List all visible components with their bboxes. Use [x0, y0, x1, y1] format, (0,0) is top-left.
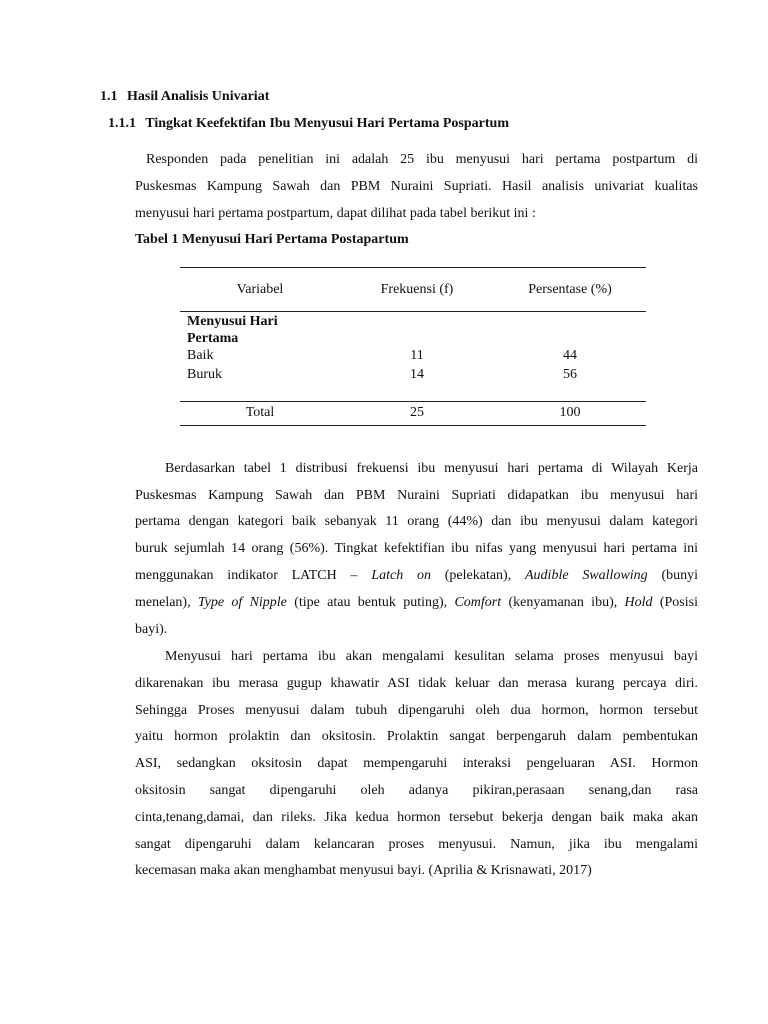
section-heading — [100, 89, 269, 105]
para2-line-6-b: (tipe atau bentuk puting), — [286, 595, 455, 610]
para2-line-1: Berdasarkan tabel 1 distribusi frekuensi ibu menyusui hari pertama di Wilayah Kerja — [165, 461, 698, 476]
group-label-line-2: Pertama — [187, 331, 239, 346]
para3-line-9: kecemasan maka akan menghambat menyusui bayi. (Aprilia & Krisnawati, 2017) — [135, 863, 592, 878]
header-persentase: Persentase (%) — [528, 282, 612, 297]
para3-line-6: oksitosin sangat dipengaruhi oleh adanya pikiran,perasaan senang,dan rasa — [135, 783, 698, 798]
para2-line-6-c: (kenyamanan ibu), — [501, 595, 625, 610]
para2-line-4: buruk sejumlah 14 orang (56%). Tingkat kefektifian ibu nifas yang menyusui hari pertama ini — [135, 541, 698, 556]
row-label-buruk: Buruk — [187, 367, 222, 382]
para2-line-2: Puskesmas Kampung Sawah dan PBM Nuraini Supriati didapatkan ibu menyusui hari — [135, 488, 698, 503]
table-header-rule — [180, 311, 646, 312]
para3-line-4: yaitu hormon prolaktin dan oksitosin. Prolaktin sangat berpengaruh dalam pembentukan — [135, 729, 698, 744]
subsection-title: Tingkat Keefektifan Ibu Menyusui Hari Pertama Pospartum — [145, 116, 509, 131]
para2-line-6 — [135, 595, 698, 611]
table-caption: Tabel 1 Menyusui Hari Pertama Postapartum — [135, 232, 409, 247]
total-label: Total — [245, 405, 275, 420]
intro-line-1: Responden pada penelitian ini adalah 25 ibu menyusui hari pertama postpartum di — [146, 152, 698, 167]
table-bottom-rule — [180, 425, 646, 426]
para3-line-3: Sehingga Proses menyusui dalam tubuh dipengaruhi oleh dua hormon, hormon tersebut — [135, 703, 698, 718]
para3-line-8: sangat dipengaruhi dalam kelancaran proses menyusui. Namun, jika ibu mengalami — [135, 837, 698, 852]
section-title: Hasil Analisis Univariat — [127, 89, 270, 104]
header-frekuensi: Frekuensi (f) — [380, 282, 454, 297]
para3-line-2: dikarenakan ibu merasa gugup khawatir ASI tidak keluar dan merasa kurang percaya diri. — [135, 676, 698, 691]
para3-line-5: ASI, sedangkan oksitosin dapat mempengaruhi interaksi pengeluaran ASI. Hormon — [135, 756, 698, 771]
para2-line-5 — [135, 568, 698, 584]
para3-line-1: Menyusui hari pertama ibu akan mengalami kesulitan selama proses menyusui bayi — [165, 649, 698, 664]
para2-line-5-a: menggunakan indikator LATCH – — [135, 568, 372, 583]
group-label-line-1: Menyusui Hari — [187, 314, 278, 329]
subsection-number: 1.1.1 — [108, 116, 136, 131]
table-total-rule — [180, 401, 646, 402]
intro-line-3: menyusui hari pertama postpartum, dapat dilihat pada tabel berikut ini : — [135, 206, 536, 221]
subsection-heading — [108, 116, 509, 132]
term-audible-swallowing: Audible Swallowing — [525, 568, 648, 583]
para2-line-6-d: (Posisi — [652, 595, 698, 610]
row-f-buruk: 14 — [410, 367, 424, 382]
row-f-baik: 11 — [410, 348, 424, 363]
table-top-rule — [180, 267, 646, 268]
para2-line-5-c: (bunyi — [647, 568, 699, 583]
row-label-baik: Baik — [187, 348, 214, 363]
term-type-of-nipple: Type of Nipple — [197, 595, 287, 610]
intro-line-2: Puskesmas Kampung Sawah dan PBM Nuraini Supriati. Hasil analisis univariat kualitas — [135, 179, 698, 194]
total-f: 25 — [410, 405, 424, 420]
term-comfort: Comfort — [454, 595, 502, 610]
header-variabel: Variabel — [236, 282, 284, 297]
section-number: 1.1 — [100, 89, 118, 104]
para2-line-5-b: (pelekatan), — [430, 568, 525, 583]
para2-line-6-a: menelan), — [135, 595, 198, 610]
para3-line-7: cinta,tenang,damai, dan rileks. Jika kedua hormon tersebut bekerja dengan baik maka akan — [135, 810, 698, 825]
total-pct: 100 — [559, 405, 581, 420]
term-latch-on: Latch on — [371, 568, 431, 583]
term-hold: Hold — [624, 595, 653, 610]
para2-line-3: pertama dengan kategori baik sebanyak 11 orang (44%) dan ibu menyusui dalam kategori — [135, 514, 698, 529]
row-pct-baik: 44 — [563, 348, 577, 363]
para2-line-7: bayi). — [135, 622, 168, 637]
row-pct-buruk: 56 — [563, 367, 577, 382]
